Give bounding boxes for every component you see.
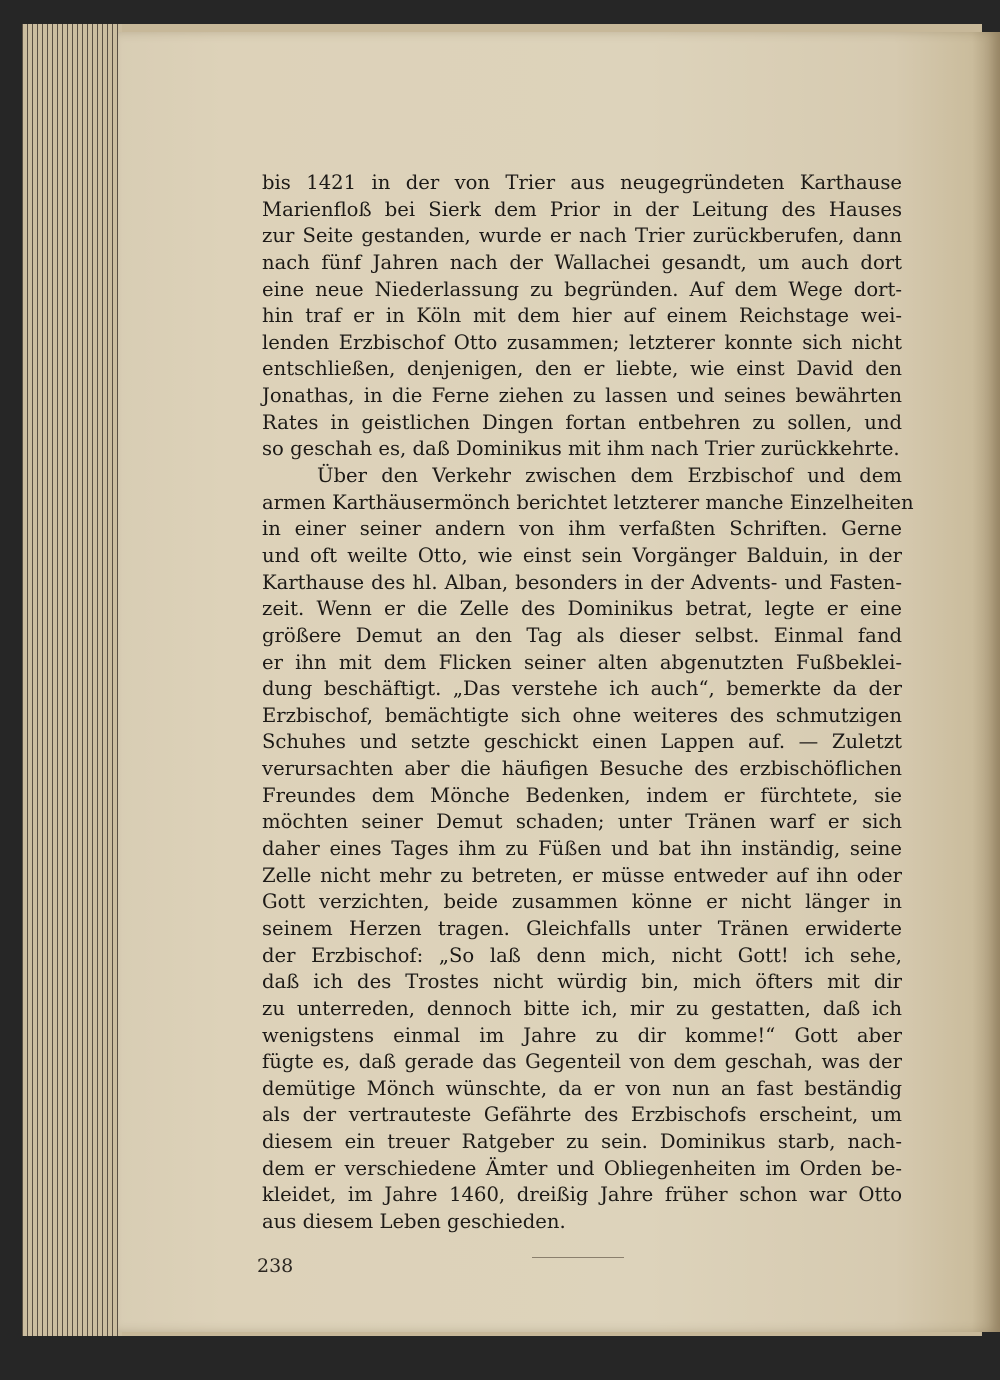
text-line: größere Demut an den Tag als dieser selbst. Einmal fand <box>262 623 902 647</box>
text-line: Jonathas, in die Ferne ziehen zu lassen und seines bewährten <box>262 384 902 408</box>
text-line: aus diesem Leben geschieden. <box>262 1209 566 1233</box>
text-line: möchten seiner Demut schaden; unter Tränen warf er sich <box>262 810 902 834</box>
text-line: Karthause des hl. Alban, besonders in der Advents- und Fasten- <box>262 570 902 594</box>
page-spine-shadow <box>972 32 1000 1332</box>
text-line: zur Seite gestanden, wurde er nach Trier zurückberufen, dann <box>262 224 902 248</box>
text-line: Marienfloß bei Sierk dem Prior in der Leitung des Hauses <box>262 197 902 221</box>
text-line: Schuhes und setzte geschickt einen Lappen auf. — Zuletzt <box>262 730 902 754</box>
text-line: kleidet, im Jahre 1460, dreißig Jahre früher schon war Otto <box>262 1183 902 1207</box>
text-line: zeit. Wenn er die Zelle des Dominikus betrat, legte er eine <box>262 597 902 621</box>
body-text <box>262 170 914 1236</box>
text-line: als der vertrauteste Gefährte des Erzbischofs erscheint, um <box>262 1103 902 1127</box>
footer-rule <box>532 1257 624 1258</box>
text-line: in einer seiner andern von ihm verfaßten Schriften. Gerne <box>262 517 902 541</box>
page-number: 238 <box>257 1255 294 1277</box>
text-line: verursachten aber die häufigen Besuche des erzbischöflichen <box>262 757 902 781</box>
text-line: Rates in geistlichen Dingen fortan entbehren zu sollen, und <box>262 410 902 434</box>
text-line: nach fünf Jahren nach der Wallachei gesandt, um auch dort <box>262 250 902 274</box>
text-line: wenigstens einmal im Jahre zu dir komme!“ Gott aber <box>262 1023 902 1047</box>
text-line: der Erzbischof: „So laß denn mich, nicht Gott! ich sehe, <box>262 943 902 967</box>
text-line: und oft weilte Otto, wie einst sein Vorgänger Balduin, in der <box>262 543 902 567</box>
text-line: Zelle nicht mehr zu betreten, er müsse entweder auf ihn oder <box>262 863 902 887</box>
text-line: Erzbischof, bemächtigte sich ohne weiteres des schmutzigen <box>262 703 902 727</box>
text-line: eine neue Niederlassung zu begründen. Auf dem Wege dort- <box>262 277 902 301</box>
text-line: armen Karthäusermönch berichtet letzterer manche Einzelheiten <box>262 490 914 514</box>
text-line: demütige Mönch wünschte, da er von nun an fast beständig <box>262 1076 902 1100</box>
text-line: diesem ein treuer Ratgeber zu sein. Dominikus starb, nach- <box>262 1130 902 1154</box>
text-line: fügte es, daß gerade das Gegenteil von dem geschah, was der <box>262 1050 902 1074</box>
text-line: hin traf er in Köln mit dem hier auf einem Reichstage wei- <box>262 304 902 328</box>
text-line: seinem Herzen tragen. Gleichfalls unter Tränen erwiderte <box>262 916 902 940</box>
text-line: daher eines Tages ihm zu Füßen und bat ihn inständig, seine <box>262 837 902 861</box>
text-line: Freundes dem Mönche Bedenken, indem er fürchtete, sie <box>262 783 902 807</box>
text-line: Über den Verkehr zwischen dem Erzbischof und dem <box>317 464 902 488</box>
text-line: zu unterreden, dennoch bitte ich, mir zu gestatten, daß ich <box>262 996 902 1020</box>
text-line: so geschah es, daß Dominikus mit ihm nach Trier zurückkehrte. <box>262 437 900 461</box>
text-line: entschließen, denjenigen, den er liebte, wie einst David den <box>262 357 902 381</box>
text-line: Gott verzichten, beide zusammen könne er nicht länger in <box>262 890 902 914</box>
page-edges <box>22 24 122 1336</box>
text-line: dem er verschiedene Ämter und Obliegenheiten im Orden be- <box>262 1156 902 1180</box>
text-line: dung beschäftigt. „Das verstehe ich auch“, bemerkte da der <box>262 677 902 701</box>
text-line: er ihn mit dem Flicken seiner alten abgenutzten Fußbeklei- <box>262 650 902 674</box>
text-line: lenden Erzbischof Otto zusammen; letzterer konnte sich nicht <box>262 330 902 354</box>
text-line: daß ich des Trostes nicht würdig bin, mich öfters mit dir <box>262 970 902 994</box>
text-line: bis 1421 in der von Trier aus neugegründeten Karthause <box>262 171 902 194</box>
